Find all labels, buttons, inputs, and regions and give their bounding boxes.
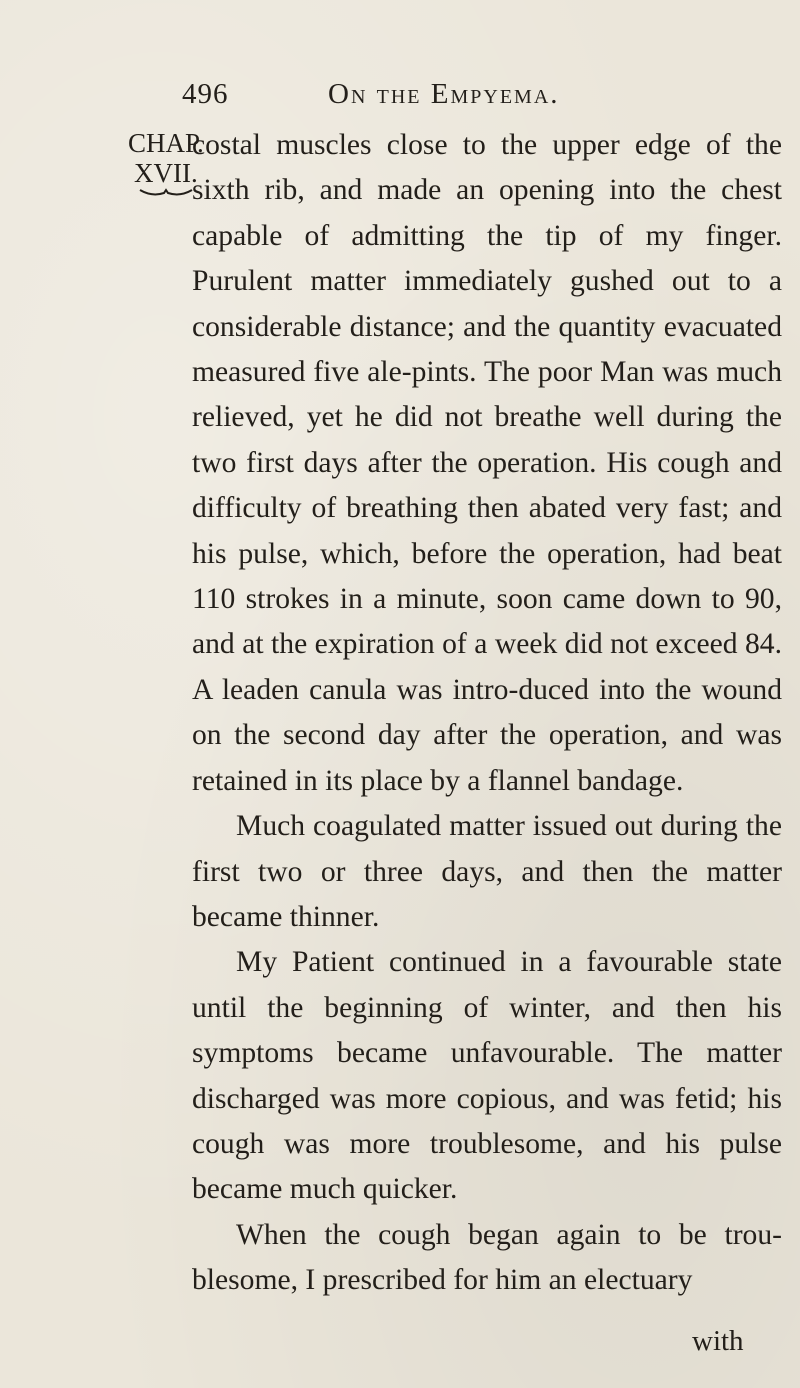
- paragraph-2: Much coagulated matter issued out during the first two or three days, and then the matter became thinner.: [192, 810, 782, 933]
- running-head: [182, 78, 782, 118]
- chapter-number: XVII.: [134, 158, 198, 188]
- page-number: 496: [182, 78, 229, 110]
- paragraph-1: costal muscles close to the upper edge of the sixth rib, and made an opening into the chest capable of admitting the tip of my finger. Purulent matter immediately gushed out to a considerable distance; and the quantity evacuated measured five ale-pints. The poor Man was much relieved, yet he did not breathe well during the two first days after the operation. His cough and difficulty of breathing then abated very fast; and his pulse, which, before the operation, had beat 110 strokes in a minute, soon came down to 90, and at the expiration of a week did not exceed 84. A leaden canula was intro-duced into the wound on the second day after the operation, and was retained in its place by a flannel bandage.: [192, 129, 782, 797]
- chapter-label: CHAP.: [128, 128, 204, 158]
- brace-icon: [138, 188, 194, 198]
- page-title: On the Empyema.: [328, 78, 560, 110]
- catchword: with: [692, 1325, 744, 1357]
- paragraph-3: My Patient continued in a favourable state until the beginning of winter, and then his symptoms became unfavourable. The matter discharged was more copious, and was fetid; his cough was more troublesome, and his pulse became much quicker.: [192, 946, 782, 1206]
- paragraph-4: When the cough began again to be trou-blesome, I prescribed for him an electuary: [192, 1218, 782, 1297]
- body-text: [192, 123, 782, 1304]
